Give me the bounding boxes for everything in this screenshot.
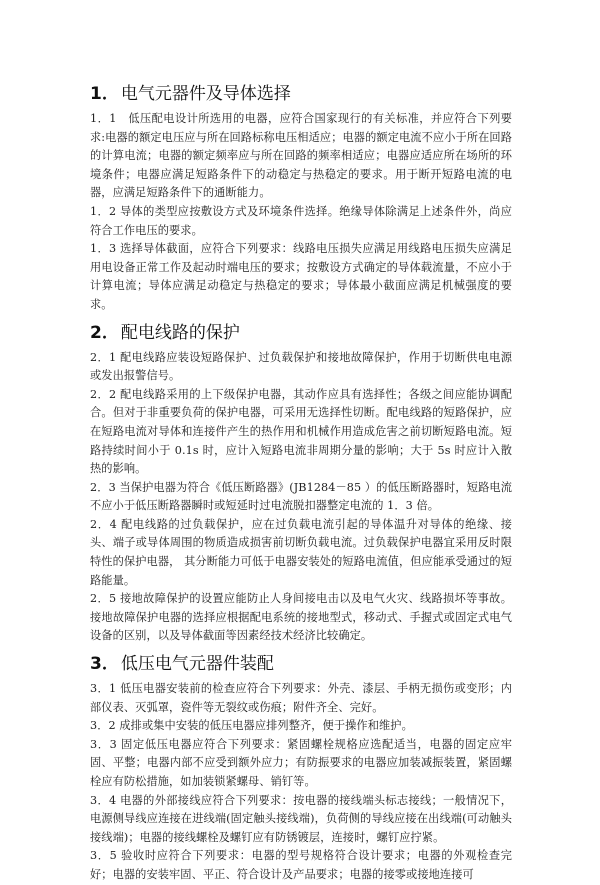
section-1 bbox=[90, 82, 512, 315]
paragraph: 3．1 低压电器安装前的检查应符合下列要求：外壳、漆层、手柄无损伤或变形；内部仪表、灭弧罩，瓷件等无裂纹或伤痕；附件齐全、完好。 bbox=[90, 682, 512, 714]
paragraph: 3．3 固定低压电器应符合下列要求：紧固螺栓规格应选配适当，电器的固定应牢固、平整；电器内部不应受到额外应力；有防振要求的电器应加装减振装置，紧固螺栓应有防松措施，如加装锁紧螺母、销钉等。 bbox=[90, 737, 512, 788]
paragraph: 2．2 配电线路采用的上下级保护电器，其动作应具有选择性；各级之间应能协调配合。但对于非重要负荷的保护电器，可采用无选择性切断。配电线路的短路保护，应在短路电流对导体和连接件产生的热作用和机械作用造成危害之前切断短路电流。短路持续时间小于 0.1s 时，应计入短路电流非周期分量的影响；大于 5s 时应计入散热的影响。 bbox=[90, 387, 512, 476]
section-2 bbox=[90, 321, 512, 647]
section-heading bbox=[90, 321, 512, 345]
section-title: 低压电气元器件装配 bbox=[120, 654, 274, 675]
section-number: 2． bbox=[90, 322, 119, 343]
paragraph: 1．2 导体的类型应按敷设方式及环境条件选择。绝缘导体除满足上述条件外，尚应符合工作电压的要求。 bbox=[90, 204, 512, 237]
paragraph: 1．1 低压配电设计所选用的电器，应符合国家现行的有关标准，并应符合下列要求:电器的额定电压应与所在回路标称电压相适应；电器的额定电流不应小于所在回路的计算电流；电器的额定频率应与所在回路的频率相适应；电器应适应所在场所的环境条件；电器应满足短路条件下的动稳定与热稳定的要求。用于断开短路电流的电器，应满足短路条件下的通断能力。 bbox=[90, 112, 512, 200]
paragraph: 2．1 配电线路应装设短路保护、过负载保护和接地故障保护，作用于切断供电电源或发出报警信号。 bbox=[90, 350, 512, 383]
paragraph: 2．3 当保护电器为符合《低压断路器》(JB1284－85 ）的低压断路器时，短路电流不应小于低压断路器瞬时或短延时过电流脱扣器整定电流的 1．3 倍。 bbox=[90, 480, 512, 513]
section-heading bbox=[90, 652, 512, 676]
paragraph: 2．4 配电线路的过负载保护，应在过负载电流引起的导体温升对导体的绝缘、接头、端子或导体周围的物质造成损害前切断负载电流。过负载保护电器宜采用反时限特性的保护电器， 其分断能力可低于电器安装处的短路电流值，但应能承受通过的短路能量。 bbox=[90, 517, 512, 587]
section-number: 3． bbox=[90, 654, 119, 675]
paragraph: 2．5 接地故障保护的设置应能防止人身间接电击以及电气火灾、线路损坏等事故。接地故障保护电器的选择应根据配电系统的接地型式，移动式、手握式或固定式电气设备的区别，以及导体截面等因素经技术经济比较确定。 bbox=[90, 592, 512, 643]
section-title: 电气元器件及导体选择 bbox=[120, 84, 291, 104]
paragraph: 3．5 验收时应符合下列要求：电器的型号规格符合设计要求；电器的外观检查完好；电器的安装牢固、平正、符合设计及产品要求；电器的接零或接地连接可 bbox=[90, 849, 512, 881]
section-title: 配电线路的保护 bbox=[120, 322, 240, 343]
paragraph: 3．2 成排或集中安装的低压电器应排列整齐，便于操作和维护。 bbox=[90, 719, 413, 733]
paragraph: 1．3 选择导体截面，应符合下列要求：线路电压损失应满足用线路电压损失应满足用电设备正常工作及起动时端电压的要求；按敷设方式确定的导体载流量，不应小于计算电流；导体应满足动稳定与热稳定的要求；导体最小截面应满足机械强度的要求。 bbox=[90, 242, 512, 311]
paragraph: 3．4 电器的外部接线应符合下列要求：按电器的接线端头标志接线；一般情况下，电源侧导线应连接在进线端(固定触头接线端)，负荷侧的导线应接在出线端(可动触头接线端)；电器的接线螺栓及螺钉应有防锈镀层，连接时，螺钉应拧紧。 bbox=[90, 793, 512, 844]
section-number: 1． bbox=[90, 84, 119, 104]
section-heading bbox=[90, 82, 512, 106]
